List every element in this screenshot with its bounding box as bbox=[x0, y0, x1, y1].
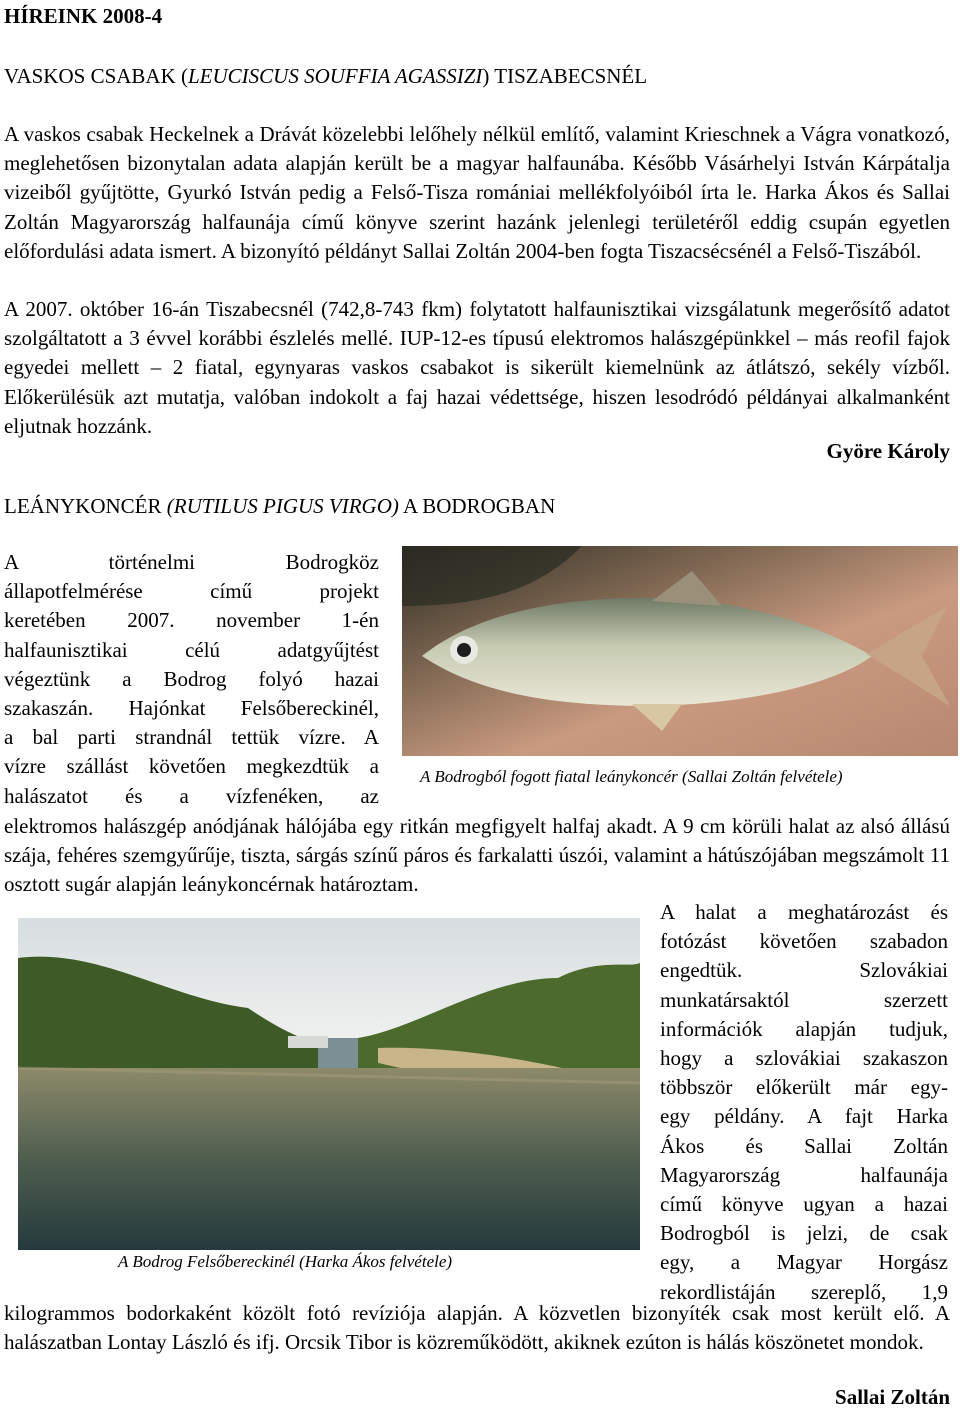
column-line: rekordlistáján szereplő, 1,9 bbox=[660, 1279, 948, 1304]
bodrog-river-image bbox=[18, 918, 640, 1250]
article1-title-post: ) TISZABECSNÉL bbox=[482, 64, 648, 88]
column-line: A halat a meghatározást és bbox=[660, 900, 948, 924]
column-line: munkatársaktól szerzett bbox=[660, 987, 948, 1012]
column-line: a bal parti strandnál tettük vízre. A bbox=[4, 725, 379, 750]
column-line: állapotfelmérése című projekt bbox=[4, 579, 379, 604]
article1-title-latin: LEUCISCUS SOUFFIA AGASSIZI bbox=[188, 64, 483, 88]
article2-title-pre: LEÁNYKONCÉR bbox=[4, 494, 167, 518]
page-title: HÍREINK 2008-4 bbox=[4, 4, 163, 28]
article2-title-post: A BODROGBAN bbox=[398, 494, 556, 518]
column-line: egy példány. A fajt Harka bbox=[660, 1104, 948, 1129]
column-line: keretében 2007. november 1-én bbox=[4, 608, 379, 633]
column-line: fotózást követően szabadon bbox=[660, 929, 948, 954]
leanykoncer-fish-image bbox=[402, 546, 958, 756]
article2-left-column bbox=[4, 548, 379, 811]
column-line: Ákos és Sallai Zoltán bbox=[660, 1133, 948, 1158]
article1-paragraph-2: A 2007. október 16-án Tiszabecsnél (742,8-743 fkm) folytatott halfaunisztikai vizsgálatunk megerősítő adatot szolgáltatott a 3 évvel korábbi észlelés mellé. IUP-12-es típusú elektromos halászgépünkkel – más reofil fajok egyedei mellett – 2 fiatal, egynyaras vaskos csabakot is sikerült kiemelnünk az átlátszó, sekély vízből. Előkerülésük azt mutatja, valóban indokolt a faj hazai védettsége, hiszen lesodródó példányai alkalmanként eljutnak hozzánk. bbox=[4, 297, 950, 438]
column-line: A történelmi Bodrogköz bbox=[4, 550, 379, 574]
article1-paragraph-1: A vaskos csabak Heckelnek a Drávát közelebbi lelőhely nélkül említő, valamint Krieschnek a Vágra vonatkozó, meglehetősen bizonytalan adata alapján került be a magyar halfaunába. Később Vásárhelyi István Kárpátalja vizeiből gyűjtötte, Gyurkó István pedig a Felső-Tisza romániai mellékfolyóiból írta le. Harka Ákos és Sallai Zoltán Magyarország halfaunája című könyve szerint hazánk jelenlegi területéről eddig csupán egyetlen előfordulási adata ismert. A bizonyító példányt Sallai Zoltán 2004-ben fogta Tiszacsécsénél a Felső-Tiszából. bbox=[4, 122, 950, 263]
article2-title-latin: (RUTILUS PIGUS VIRGO) bbox=[166, 494, 399, 518]
column-line: végeztünk a Bodrog folyó hazai bbox=[4, 666, 379, 691]
column-line: hogy a szlovákiai szakaszon bbox=[660, 1046, 948, 1071]
article2-paragraph-end: kilogrammos bodorkaként közölt fotó revíziója alapján. A közvetlen bizonyíték csak most került elő. A halászatban Lontay László és ifj. Orcsik Tibor is közreműködött, akiknek ezúton is hálás köszönetet mondok. bbox=[4, 1301, 950, 1355]
article2-right-column bbox=[660, 898, 948, 1307]
column-line: halfaunisztikai célú adatgyűjtést bbox=[4, 637, 379, 662]
column-line: többször előkerült már egy- bbox=[660, 1075, 948, 1100]
fish-photo bbox=[402, 546, 958, 756]
article2-author: Sallai Zoltán bbox=[835, 1385, 950, 1409]
article1-author: Györe Károly bbox=[826, 439, 950, 463]
column-line: című könyve ugyan a hazai bbox=[660, 1192, 948, 1217]
column-line: Magyarország halfaunája bbox=[660, 1162, 948, 1187]
river-photo-caption: A Bodrog Felsőbereckinél (Harka Ákos felvétele) bbox=[118, 1252, 453, 1271]
article2-title bbox=[4, 492, 950, 521]
column-line: szakaszán. Hajónkat Felsőbereckinél, bbox=[4, 696, 379, 721]
fish-photo-caption: A Bodrogból fogott fiatal leánykoncér (Sallai Zoltán felvétele) bbox=[420, 767, 843, 786]
column-line: információk alapján tudjuk, bbox=[660, 1016, 948, 1041]
river-photo bbox=[18, 918, 640, 1250]
column-line: egy, a Magyar Horgász bbox=[660, 1250, 948, 1275]
article1-title bbox=[4, 62, 950, 91]
column-line: engedtük. Szlovákiai bbox=[660, 958, 948, 983]
column-line: Bodrogból is jelzi, de csak bbox=[660, 1221, 948, 1246]
article2-paragraph-full: elektromos halászgép anódjának hálójába egy ritkán megfigyelt halfaj akadt. A 9 cm körüli halat az alsó állású szája, fehéres szemgyűrűje, tiszta, sárgás színű páros és farkalatti úszói, valamint a hátúszójában megszámolt 11 osztott sugár alapján leánykoncérnak határoztam. bbox=[4, 814, 950, 897]
column-line: halászatot és a vízfenéken, az bbox=[4, 783, 379, 808]
article1-title-pre: VASKOS CSABAK ( bbox=[4, 64, 188, 88]
column-line: vízre szállást követően megkezdtük a bbox=[4, 754, 379, 779]
